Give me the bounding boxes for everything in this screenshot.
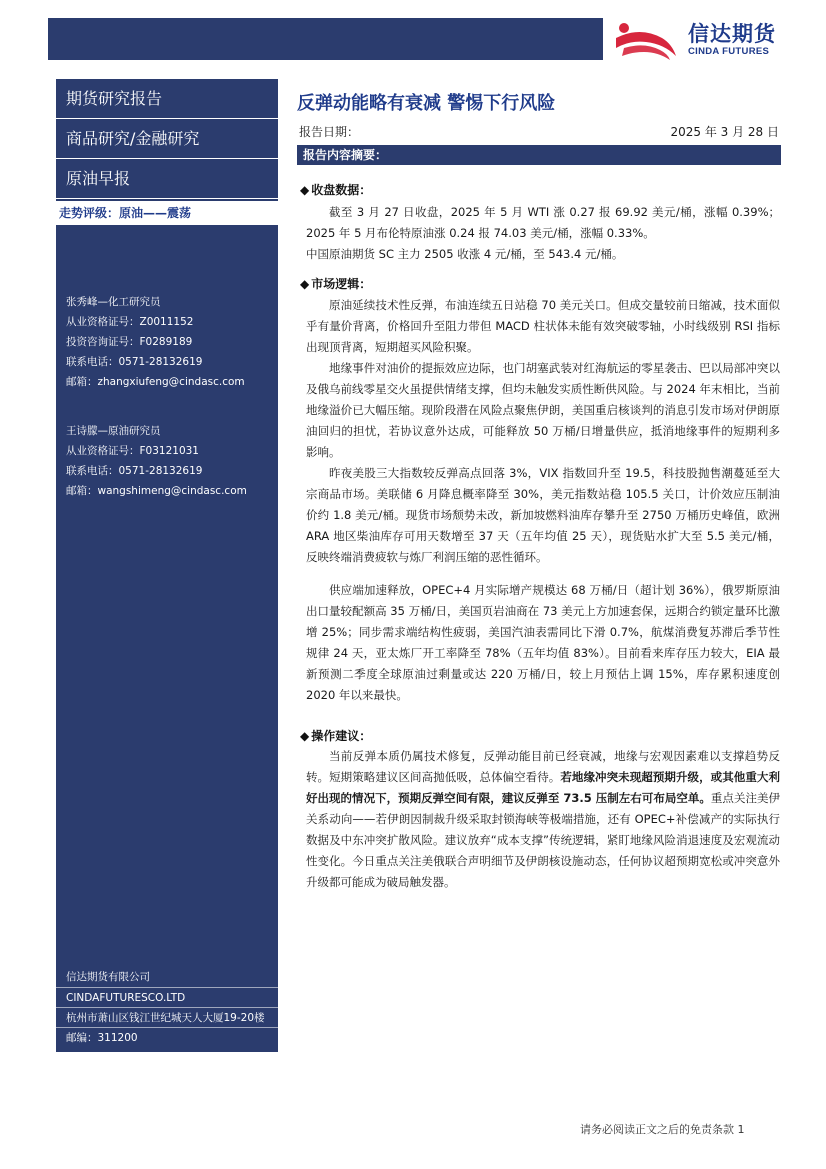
trend-rating-value: 原油——震荡 — [119, 206, 192, 220]
advice-bold-text: 若地缘冲突未现超预期升级，或其他重大利好出现的情况下，预期反弹空间有限，建议反弹至 73.5 压制左右可布局空单。 — [306, 770, 780, 805]
analyst-1-consulting-cert: 投资咨询证号：F0289189 — [66, 336, 193, 348]
diamond-bullet-icon: ◆ — [300, 183, 310, 197]
section-closing-heading — [300, 181, 371, 198]
section-closing-title: 收盘数据： — [311, 183, 372, 197]
analyst-1-phone: 联系电话：0571-28132619 — [66, 356, 203, 368]
analyst-2-email[interactable]: 邮箱：wangshimeng@cindasc.com — [66, 485, 247, 497]
sidebar-research-category: 商品研究/金融研究 — [56, 119, 278, 159]
analyst-2-phone: 联系电话：0571-28132619 — [66, 465, 203, 477]
diamond-bullet-icon: ◆ — [300, 729, 310, 743]
analyst-card-2 — [66, 421, 276, 501]
company-info — [56, 967, 278, 1047]
top-banner — [48, 18, 603, 60]
section-advice-heading — [300, 727, 371, 744]
logic-paragraph-3: 昨夜美股三大指数较反弹高点回落 3%，VIX 指数回升至 19.5，科技股抛售潮蔓延至大宗商品市场。美联储 6 月降息概率降至 30%，美元指数站稳 105.5 关口，计价效应压制油价约 1.8 美元/桶。现货市场颓势未改，新加坡燃料油库存攀升至 2750 万桶历史峰值，欧洲 ARA 地区柴油库存可用天数增至 37 天（五年均值 25 天），现货贴水扩大至 5.5 美元/桶，反映终端消费疲软与炼厂利润压缩的恶性循环。 — [306, 466, 780, 564]
report-date-value: 2025 年 3 月 28 日 — [670, 125, 779, 139]
section-advice-title: 操作建议： — [311, 729, 372, 743]
closing-paragraph-sc: 中国原油期货 SC 主力 2505 收涨 4 元/桶，至 543.4 元/桶。 — [306, 247, 624, 261]
sidebar-report-name: 原油早报 — [56, 159, 278, 199]
advice-text-2: 重点关注美伊关系动向——若伊朗因制裁升级采取封锁海峡等极端措施，还有 OPEC+补偿减产的实际执行数据及中东冲突扩散风险。建议放弃“成本支撑”传统逻辑，紧盯地缘风险消退速度及宏观流动性变化。今日重点关注美俄联合声明细节及伊朗核设施动态，任何协议超预期宽松或冲突意外升级都可能成为破局触发器。 — [306, 791, 780, 889]
brand-logo — [612, 16, 797, 62]
logic-paragraph-2: 地缘事件对油价的提振效应边际，也门胡塞武装对红海航运的零星袭击、巴以局部冲突以及俄乌前线零星交火虽提供情绪支撑，但均未触发实质性断供风险。与 2024 年末相比，当前地缘溢价已大幅压缩。现阶段潜在风险点聚焦伊朗，美国重启核谈判的消息引发市场对伊朗原油回归的担忧，若协议意外达成，可能释放 50 万桶/日增量供应，抵消地缘事件的短期利多影响。 — [306, 361, 780, 459]
sidebar — [56, 79, 278, 1052]
advice-text-1: 当前反弹本质仍属技术修复，反弹动能目前已经衰减，地缘与宏观因素难以支撑趋势反转。短期策略建议区间高抛低吸，总体偏空看待。 — [306, 749, 780, 784]
logic-paragraph-4: 供应端加速释放，OPEC+4 月实际增产规模达 68 万桶/日（超计划 36%），俄罗斯原油出口量较配额高 35 万桶/日，美国页岩油商在 73 美元上方加速套保，远期合约锁定量环比激增 25%；同步需求端结构性疲弱，美国汽油表需同比下滑 0.7%，航煤消费复苏滞后季节性规律 24 天，亚太炼厂开工率降至 78%（五年均值 83%）。目前看来库存压力较大，EIA 最新预测二季度全球原油过剩量或达 220 万桶/日，较上月预估上调 15%，库存累积速度创 2020 年以来最快。 — [306, 583, 780, 702]
analyst-1-name: 张秀峰—化工研究员 — [66, 296, 161, 308]
analyst-2-name: 王诗朦—原油研究员 — [66, 425, 161, 437]
analyst-card-1 — [66, 292, 276, 392]
logic-paragraph-1: 原油延续技术性反弹，布油连续五日站稳 70 美元关口。但成交量较前日缩减，技术面似乎有量价背离，价格回升至阻力带但 MACD 柱状体未能有效突破零轴，小时线级别 RSI 指标出现顶背离，短期超买风险积聚。 — [306, 298, 780, 354]
company-address: 杭州市萧山区钱江世纪城天人大厦19-20楼 — [56, 1007, 278, 1027]
company-postcode: 邮编：311200 — [56, 1027, 278, 1047]
trend-rating — [56, 201, 278, 225]
footer-disclaimer[interactable]: 请务必阅读正文之后的免责条款 1 — [580, 1123, 745, 1136]
brand-name-en: CINDA FUTURES — [688, 46, 770, 57]
cinda-logo-icon — [612, 18, 682, 60]
sidebar-report-type: 期货研究报告 — [56, 79, 278, 119]
advice-paragraph — [306, 746, 780, 893]
report-title: 反弹动能略有衰减 警惕下行风险 — [297, 93, 556, 114]
company-name-en: CINDAFUTURESCO.LTD — [56, 987, 278, 1007]
report-date-label: 报告日期： — [299, 125, 360, 139]
section-logic-heading — [300, 275, 371, 292]
brand-name-cn: 信达期货 — [688, 22, 776, 46]
analyst-1-email[interactable]: 邮箱：zhangxiufeng@cindasc.com — [66, 376, 245, 388]
analyst-2-qualification: 从业资格证号：F03121031 — [66, 445, 199, 457]
analyst-1-qualification: 从业资格证号：Z0011152 — [66, 316, 194, 328]
closing-paragraph: 截至 3 月 27 日收盘，2025 年 5 月 WTI 涨 0.27 报 69.92 美元/桶，涨幅 0.39%；2025 年 5 月布伦特原油涨 0.24 报 74.03 美元/桶，涨幅 0.33%。 — [306, 205, 780, 240]
trend-rating-label: 走势评级： — [59, 206, 120, 220]
section-logic-title: 市场逻辑： — [311, 277, 372, 291]
company-name: 信达期货有限公司 — [66, 971, 150, 983]
diamond-bullet-icon: ◆ — [300, 277, 310, 291]
summary-header: 报告内容摘要： — [297, 145, 781, 165]
